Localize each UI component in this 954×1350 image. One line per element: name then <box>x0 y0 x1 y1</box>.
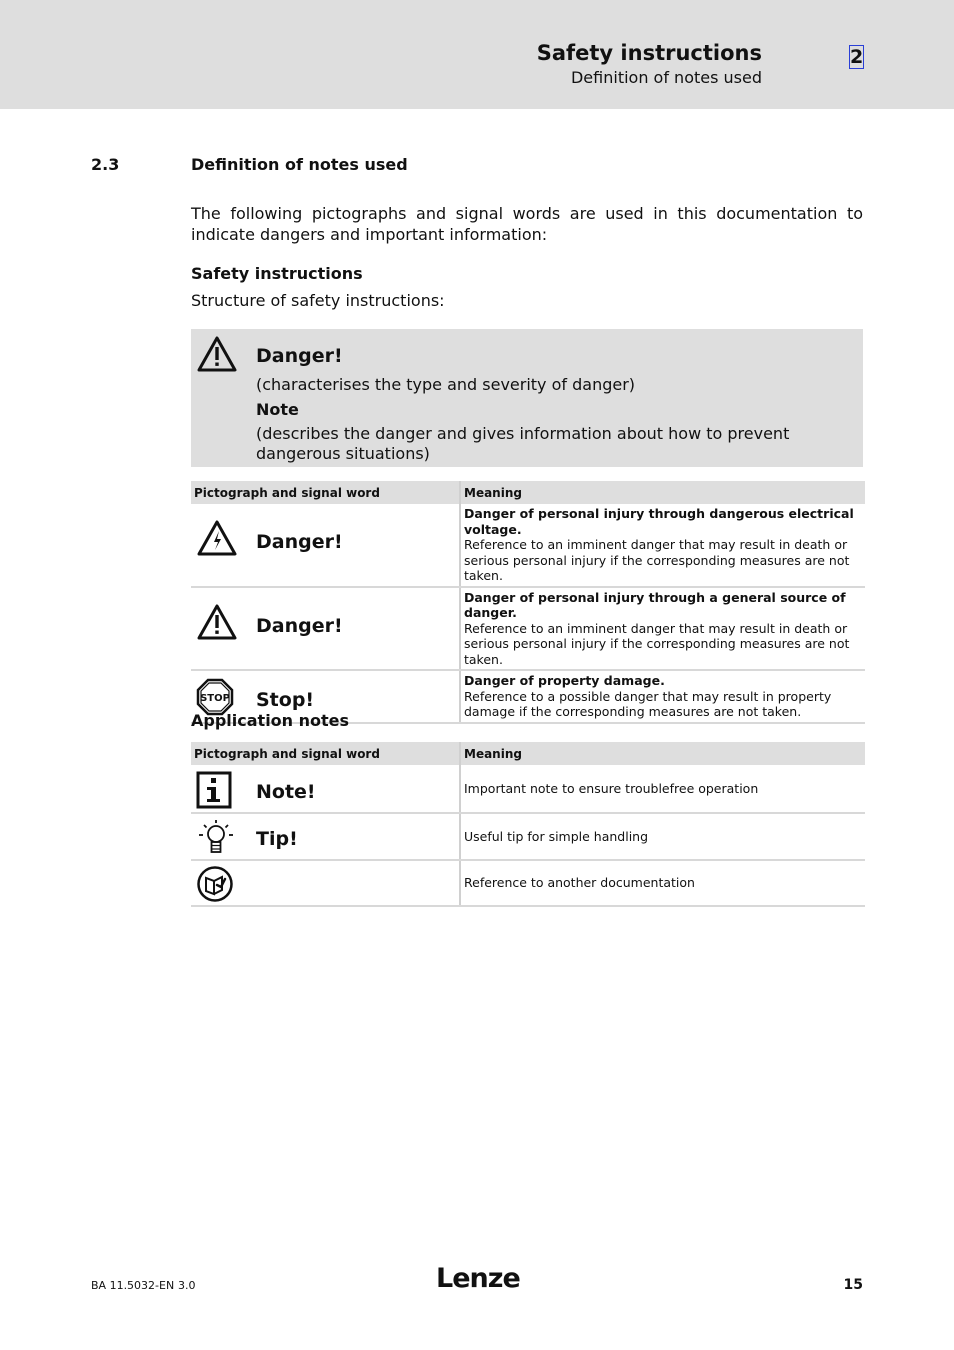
signal-word: Tip! <box>256 828 298 850</box>
column-header-pictograph: Pictograph and signal word <box>191 742 460 765</box>
signal-word: Danger! <box>256 531 343 553</box>
section-number: 2.3 <box>91 155 120 174</box>
application-notes-table <box>191 742 865 907</box>
signal-word: Stop! <box>256 689 315 711</box>
meaning-body: Reference to an imminent danger that may result in death or serious personal injury if the corresponding measures are not taken. <box>464 537 850 583</box>
reference-book-icon <box>196 865 234 903</box>
section-title: Definition of notes used <box>191 155 408 174</box>
application-notes-heading: Application notes <box>191 711 350 730</box>
header-title: Safety instructions <box>536 41 762 65</box>
signal-word: Note! <box>256 781 316 803</box>
chapter-number-link[interactable]: 2 <box>850 46 864 68</box>
footer-version: 3.0 <box>178 1279 196 1292</box>
meaning-cell: Useful tip for simple handling <box>460 813 865 860</box>
meaning-body: Reference to a possible danger that may result in property damage if the corresponding measures are not taken. <box>464 688 832 720</box>
electrical-voltage-warning-icon <box>196 519 238 557</box>
table-row <box>191 587 865 671</box>
safety-instructions-heading: Safety instructions <box>191 264 363 283</box>
safety-notes-table <box>191 481 865 724</box>
footer-document-id: BA 11.5032-EN <box>91 1279 175 1292</box>
meaning-cell <box>460 504 865 587</box>
pictograph-cell <box>191 504 460 587</box>
meaning-cell: Reference to another documentation <box>460 860 865 906</box>
meaning-cell <box>460 670 865 723</box>
structure-type-text: (characterises the type and severity of danger) <box>256 375 636 394</box>
pictograph-cell <box>191 813 460 860</box>
safety-structure-box <box>191 329 863 467</box>
warning-triangle-icon <box>196 335 238 373</box>
page-number: 15 <box>843 1277 863 1293</box>
table-row <box>191 504 865 587</box>
table-header-row <box>191 742 865 765</box>
svg-text:STOP: STOP <box>200 693 230 704</box>
meaning-cell: Important note to ensure troublefree operation <box>460 765 865 813</box>
structure-signal-word: Danger! <box>256 345 343 367</box>
table-row <box>191 765 865 813</box>
pictograph-cell <box>191 765 460 813</box>
structure-description: (describes the danger and gives information about how to prevent dangerous situations) <box>256 424 790 463</box>
page-header <box>0 0 954 109</box>
info-icon <box>196 771 232 809</box>
structure-text: Structure of safety instructions: <box>191 291 445 310</box>
table-row <box>191 813 865 860</box>
column-header-pictograph: Pictograph and signal word <box>191 481 460 504</box>
meaning-cell <box>460 587 865 671</box>
signal-word: Danger! <box>256 614 343 637</box>
pictograph-cell <box>191 860 460 906</box>
meaning-heading: Danger of personal injury through a general source of danger. <box>464 589 846 620</box>
lenze-logo: Lenze <box>436 1263 520 1294</box>
table-row <box>191 860 865 906</box>
meaning-heading: Danger of property damage. <box>464 673 665 689</box>
table-header-row <box>191 481 865 504</box>
column-header-meaning: Meaning <box>460 742 865 765</box>
header-subtitle: Definition of notes used <box>570 68 762 87</box>
structure-note-label: Note <box>256 400 299 419</box>
meaning-body: Reference to an imminent danger that may result in death or serious personal injury if the corresponding measures are not taken. <box>464 620 850 667</box>
general-warning-icon <box>196 603 238 641</box>
lightbulb-icon <box>196 818 236 858</box>
meaning-heading: Danger of personal injury through dangerous electrical voltage. <box>464 506 854 537</box>
column-header-meaning: Meaning <box>460 481 865 504</box>
intro-paragraph: The following pictographs and signal words are used in this documentation to indicate dangers and important information: <box>191 204 863 244</box>
pictograph-cell <box>191 587 460 671</box>
